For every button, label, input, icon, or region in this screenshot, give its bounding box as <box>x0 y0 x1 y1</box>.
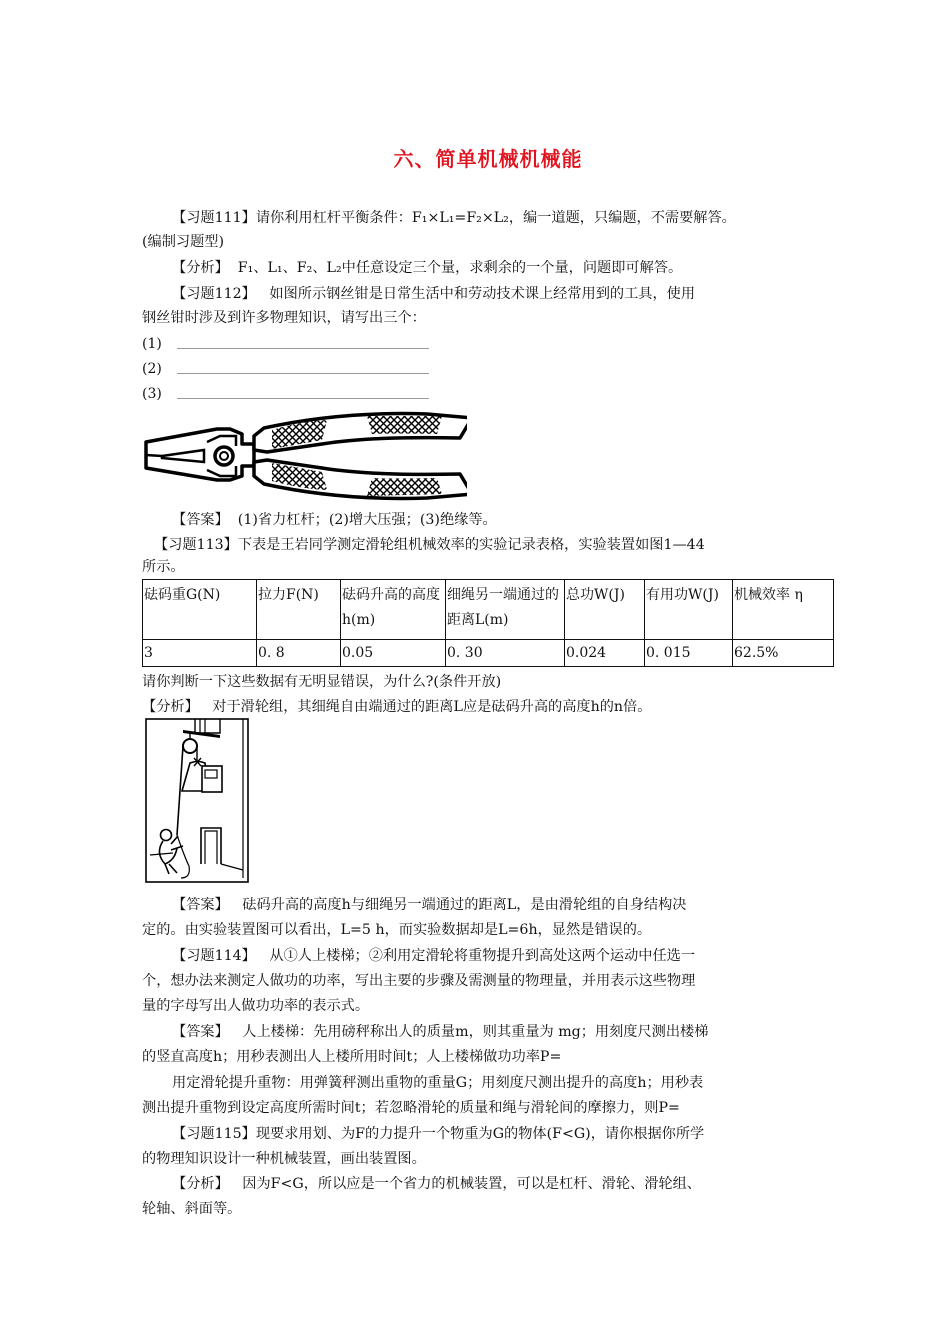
pliers-illustration <box>142 406 467 501</box>
problem-115-analysis-text: 因为F<G，所以应是一个省力的机械装置，可以是杠杆、滑轮、滑轮组、 <box>242 1176 701 1192</box>
problem-111-statement-line2: (编制习题型) <box>142 234 225 250</box>
problem-113-answer-tag: 【答案】 <box>172 897 229 913</box>
problem-114-answer <box>142 1020 834 1044</box>
problem-113-answer <box>142 893 834 917</box>
problem-111-analysis <box>142 256 834 280</box>
problem-112-tag: 【习题112】 <box>172 286 256 302</box>
problem-115-statement <box>142 1122 834 1146</box>
problem-111-tag: 【习题111】 <box>172 210 256 226</box>
problem-115-analysis-line2: 轮轴、斜面等。 <box>142 1201 242 1217</box>
table-header-cell: 砝码升高的高度h(m) <box>341 580 446 640</box>
problem-112-answer <box>142 508 834 532</box>
blank-line <box>177 373 429 374</box>
table-cell: 0. 015 <box>645 640 733 667</box>
problem-115-analysis <box>142 1172 834 1196</box>
blank-number: (2) <box>142 361 162 377</box>
problem-111-analysis-text: F₁、L₁、F₂、L₂中任意设定三个量，求剩余的一个量，问题即可解答。 <box>237 260 683 276</box>
problem-114-tag: 【习题114】 <box>172 948 256 964</box>
problem-115-statement-line2: 的物理知识设计一种机械装置，画出装置图。 <box>142 1151 426 1167</box>
table-header-cell: 细绳另一端通过的距离L(m) <box>446 580 565 640</box>
problem-113-statement-line2: 所示。 <box>142 559 185 575</box>
problem-114-answer-tag: 【答案】 <box>172 1024 229 1040</box>
problem-114-answer-line4: 测出提升重物到设定高度所需时间t；若忽略滑轮的质量和绳与滑轮间的摩擦力，则P= <box>142 1100 680 1116</box>
table-header-cell: 有用功W(J) <box>645 580 733 640</box>
problem-113-analysis-tag: 【分析】 <box>142 699 199 715</box>
answer-blank-1 <box>142 333 442 355</box>
blank-number: (1) <box>142 336 162 352</box>
problem-112-answer-tag: 【答案】 <box>172 512 229 528</box>
pulley-building-illustration <box>145 718 249 883</box>
problem-113-analysis <box>142 695 834 719</box>
problem-113-answer-text: 砝码升高的高度h与细绳另一端通过的距离L，是由滑轮组的自身结构决 <box>242 897 687 913</box>
problem-111-analysis-tag: 【分析】 <box>172 260 229 276</box>
problem-113-statement <box>142 533 834 557</box>
table-header-cell: 总功W(J) <box>565 580 645 640</box>
table-cell: 0.024 <box>565 640 645 667</box>
problem-115-tag: 【习题115】 <box>172 1126 256 1142</box>
problem-114-statement <box>142 944 834 968</box>
problem-111-statement <box>142 206 834 230</box>
table-header-cell: 机械效率 η <box>733 580 834 640</box>
experiment-data-table <box>142 579 834 667</box>
problem-114-statement-line2: 个，想办法来测定人做功的功率，写出主要的步骤及需测量的物理量，并用表示这些物理 <box>142 973 696 989</box>
blank-number: (3) <box>142 386 162 402</box>
answer-blank-3 <box>142 383 442 405</box>
problem-112-answer-text: (1)省力杠杆；(2)增大压强；(3)绝缘等。 <box>237 512 497 528</box>
problem-113-analysis-text: 对于滑轮组，其细绳自由端通过的距离L应是砝码升高的高度h的n倍。 <box>212 699 652 715</box>
blank-line <box>177 348 429 349</box>
problem-112-statement-line2: 钢丝钳时涉及到许多物理知识，请写出三个： <box>142 310 426 326</box>
table-cell: 62.5% <box>733 640 834 667</box>
problem-113-tag: 【习题113】 <box>154 537 238 553</box>
table-header-row <box>143 580 834 640</box>
problem-113-question: 请你判断一下这些数据有无明显错误，为什么?(条件开放) <box>142 674 502 690</box>
problem-113-text: 下表是王岩同学测定滑轮组机械效率的实验记录表格，实验装置如图1—44 <box>237 537 705 553</box>
problem-115-analysis-tag: 【分析】 <box>172 1176 229 1192</box>
answer-blank-2 <box>142 358 442 380</box>
table-cell: 0. 8 <box>257 640 341 667</box>
problem-114-statement-line3: 量的字母写出人做功功率的表示式。 <box>142 998 370 1014</box>
table-cell: 3 <box>143 640 257 667</box>
problem-115-text: 现要求用划、为F的力提升一个物重为G的物体(F<G)，请你根据你所学 <box>255 1126 705 1142</box>
blank-line <box>177 398 429 399</box>
problem-114-answer-line3: 用定滑轮提升重物：用弹簧秤测出重物的重量G；用刻度尺测出提升的高度h；用秒表 <box>172 1075 704 1091</box>
problem-114-answer-line2: 的竖直高度h；用秒表测出人上楼所用时间t；人上楼梯做功功率P= <box>142 1049 562 1065</box>
problem-113-answer-line2: 定的。由实验装置图可以看出，L=5 h，而实验数据却是L=6h，显然是错误的。 <box>142 922 652 938</box>
table-cell: 0.05 <box>341 640 446 667</box>
problem-111-text: 请你利用杠杆平衡条件：F₁×L₁=F₂×L₂，编一道题，只编题，不需要解答。 <box>255 210 736 226</box>
table-row <box>143 640 834 667</box>
problem-112-text: 如图所示钢丝钳是日常生活中和劳动技术课上经常用到的工具，使用 <box>269 286 696 302</box>
problem-114-answer-text: 人上楼梯：先用磅秤称出人的质量m，则其重量为 mg；用刻度尺测出楼梯 <box>242 1024 709 1040</box>
problem-112-statement <box>142 282 834 306</box>
page-title: 六、简单机械机械能 <box>393 147 583 171</box>
problem-114-text: 从①人上楼梯；②利用定滑轮将重物提升到高处这两个运动中任选一 <box>269 948 696 964</box>
table-header-cell: 砝码重G(N) <box>143 580 257 640</box>
table-cell: 0. 30 <box>446 640 565 667</box>
table-header-cell: 拉力F(N) <box>257 580 341 640</box>
